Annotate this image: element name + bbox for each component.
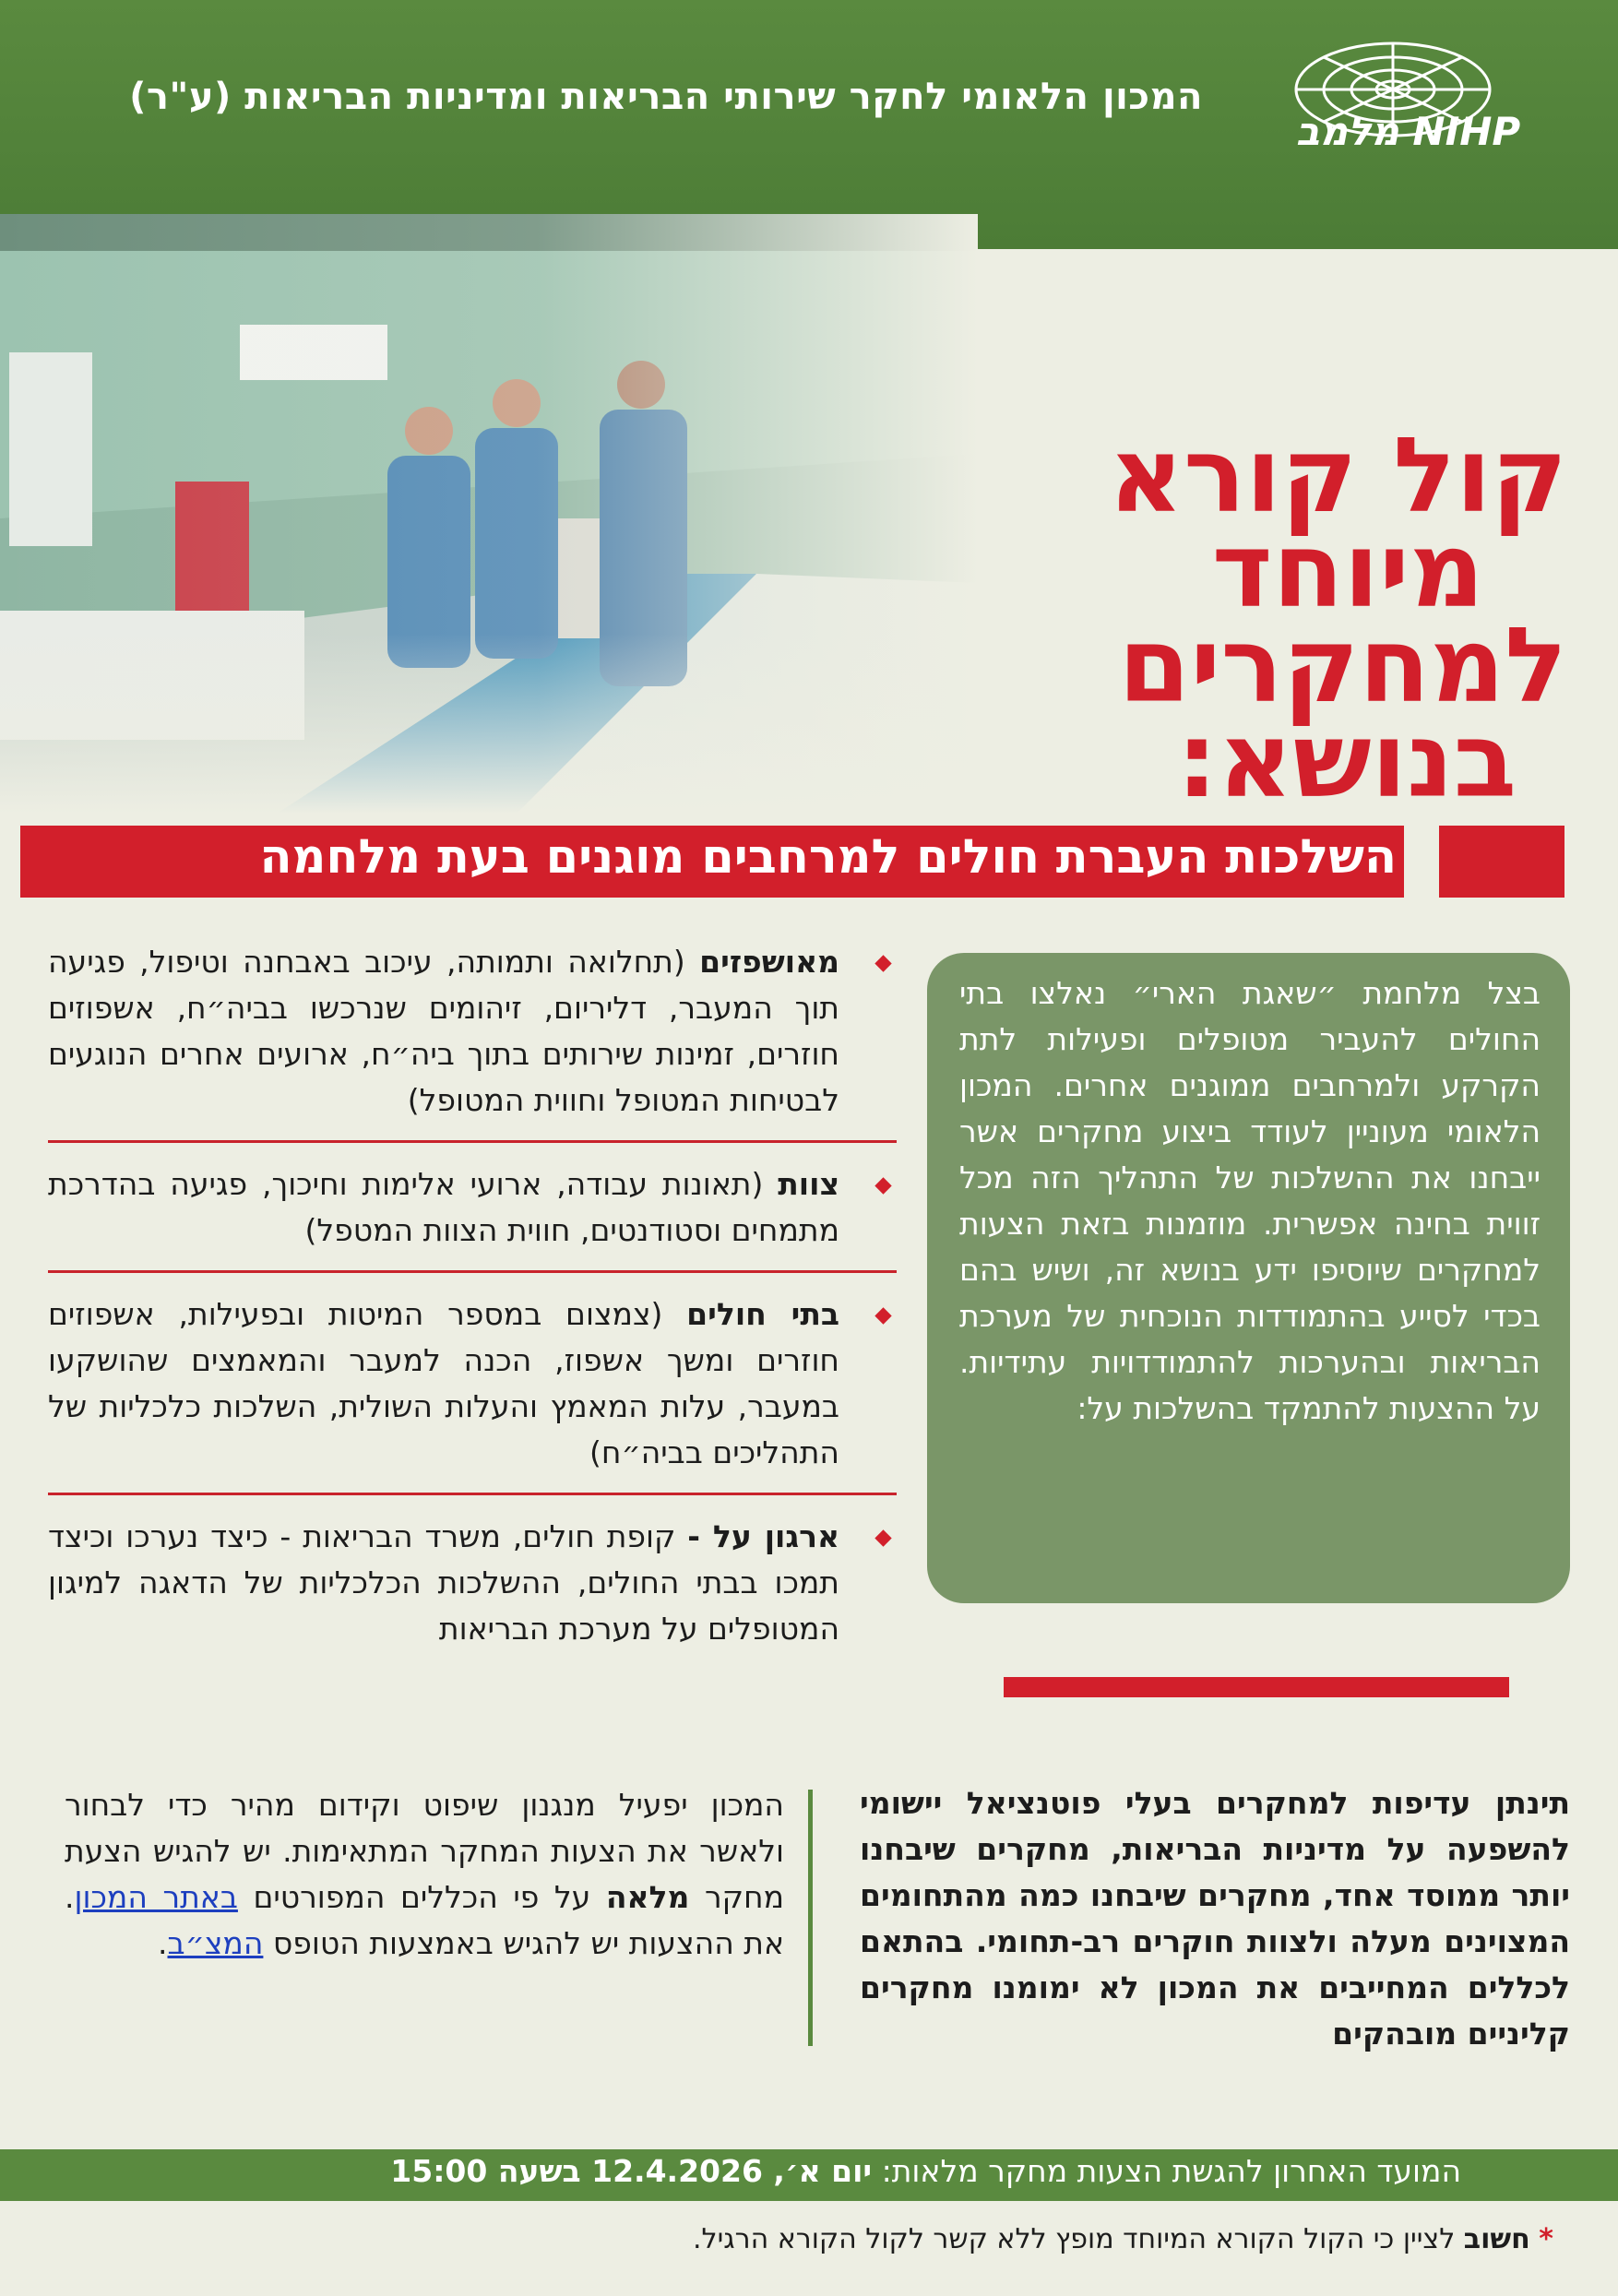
heading-line-2: מיוחד [1211,511,1484,631]
topic-item [48,1161,897,1254]
process-paragraph [65,1782,784,1967]
heading-line-4: בנושא: [1176,701,1517,821]
deadline-label: המועד האחרון להגשת הצעות מחקר מלאות: [872,2153,1461,2189]
topic-separator [48,1140,897,1143]
bullet-diamond-icon [874,1529,891,1546]
process-text-4: . [158,1925,168,1961]
intro-text: בצל מלחמת ״שאגת הארי״ נאלצו בתי החולים להעביר מטופלים ופעילות לתת הקרקע ולמרחבים ממוגנים אחרים. המכון הלאומי מעוניין לעודד ביצוע מחקרים אשר ייבחנו את ההשלכות של התהליך הזה מכל זווית בחינה אפשרית. מוזמנות בזאת הצעות למחקרים שיוסיפו ידע בנושא זה, ושיש בהם בכדי לסייע בהתמודדות הנוכחית של מערכת הבריאות ובהערכות להתמודדויות עתידיות. על ההצעות להתמקד בהשלכות על: [959,975,1541,1426]
hospital-ward-photo [0,214,978,814]
subtitle-bar-accent [1439,826,1564,898]
footnote-bold: חשוב [1463,2223,1530,2255]
topic-text: (תחלואה ותמותה, עיכוב באבחנה וטיפול, פגיעה תוך המעבר, דליריום, זיהומים שנרכשו בביה״ח, אשפוזים חוזרים, זמינות שירותים בתוך ביה״ח, ארועים אחרים הנוגעים לבטיחות המטופל וחווית המטופל) [48,944,839,1118]
subtitle: השלכות העברת חולים למרחבים מוגנים בעת מלחמה [259,830,1397,885]
process-text-1: המכון יפעיל מנגנון שיפוט וקידום מהיר כדי לבחור ולאשר את הצעות המחקר המתאימות. יש להגיש הצעת מחקר [65,1787,784,1915]
topic-item [48,1514,897,1652]
topic-separator [48,1493,897,1495]
bullet-diamond-icon [874,1177,891,1194]
process-bold-word: מלאה [605,1879,690,1915]
process-text-2: על פי הכללים המפורטים [237,1879,606,1915]
bullet-diamond-icon [874,955,891,971]
topic-title: מאושפזים [699,944,839,980]
topic-text: (תאונות עבודה, ארועי אלימות וחיכוך, פגיעה בהדרכת מתמחים וסטודנטים, חווית הצוות המטפל) [48,1166,839,1248]
priority-paragraph: תינתן עדיפות למחקרים בעלי פוטנציאל יישומי להשפעה על מדיניות הבריאות, מחקרים שיבחנו יותר ממוסד אחד, מחקרים שיבחנו כמה מהתחומים המצוינים מעלה ולצוות חוקרים רב-תחומי. בהתאם לכללים המחייבים את המכון לא ימומנו מחקרים קליניים מובהקים [860,1785,1570,2052]
footnote [693,2223,1553,2255]
institute-name: המכון הלאומי לחקר שירותי הבריאות ומדיניות הבריאות (ע"ר) [129,76,1203,118]
topic-text: (צמצום במספר המיטות ובפעילות, אשפוזים חוזרים ומשך אשפוז, הכנה למעבר והמאמצים שהושקעו במעבר, עלות המאמץ והעלות השולית, השלכות כלכליות של התהליכים בביה״ח) [48,1296,839,1470]
topic-item [48,1291,897,1476]
topic-separator [48,1270,897,1273]
bullet-diamond-icon [874,1307,891,1324]
footnote-text: לציין כי הקול הקורא המיוחד מופץ ללא קשר לקול הקורא הרגיל. [693,2223,1464,2255]
logo-text: מלמב NIHP [1296,109,1521,154]
topic-title: ארגון על - [687,1518,839,1554]
heading-line-1: קול קורא [1108,416,1567,536]
institute-website-link[interactable]: באתר המכון [74,1879,238,1915]
deadline-text [390,2153,1461,2189]
topic-text: קופת חולים, משרד הבריאות - כיצד נערכו וכיצד תמכו בבתי החולים, ההשלכות הכלכליות של הדאגה למיגון המטופלים על מערכת הבריאות [48,1518,839,1647]
asterisk-icon: * [1539,2223,1553,2255]
topics-list [48,939,897,1652]
topic-title: צוות [778,1166,839,1202]
main-heading [922,416,1567,821]
topic-item [48,939,897,1124]
attached-form-link[interactable]: המצ״ב [167,1925,264,1961]
divider-red-bar [1004,1677,1509,1697]
heading-line-3: למחקרים [1118,606,1567,726]
column-divider [808,1790,813,2046]
process-text-3: . את ההצעות יש להגיש באמצעות הטופס [65,1879,784,1961]
deadline-value: יום א׳, 12.4.2026 בשעה 15:00 [390,2153,873,2189]
topic-title: בתי חולים [686,1296,839,1332]
